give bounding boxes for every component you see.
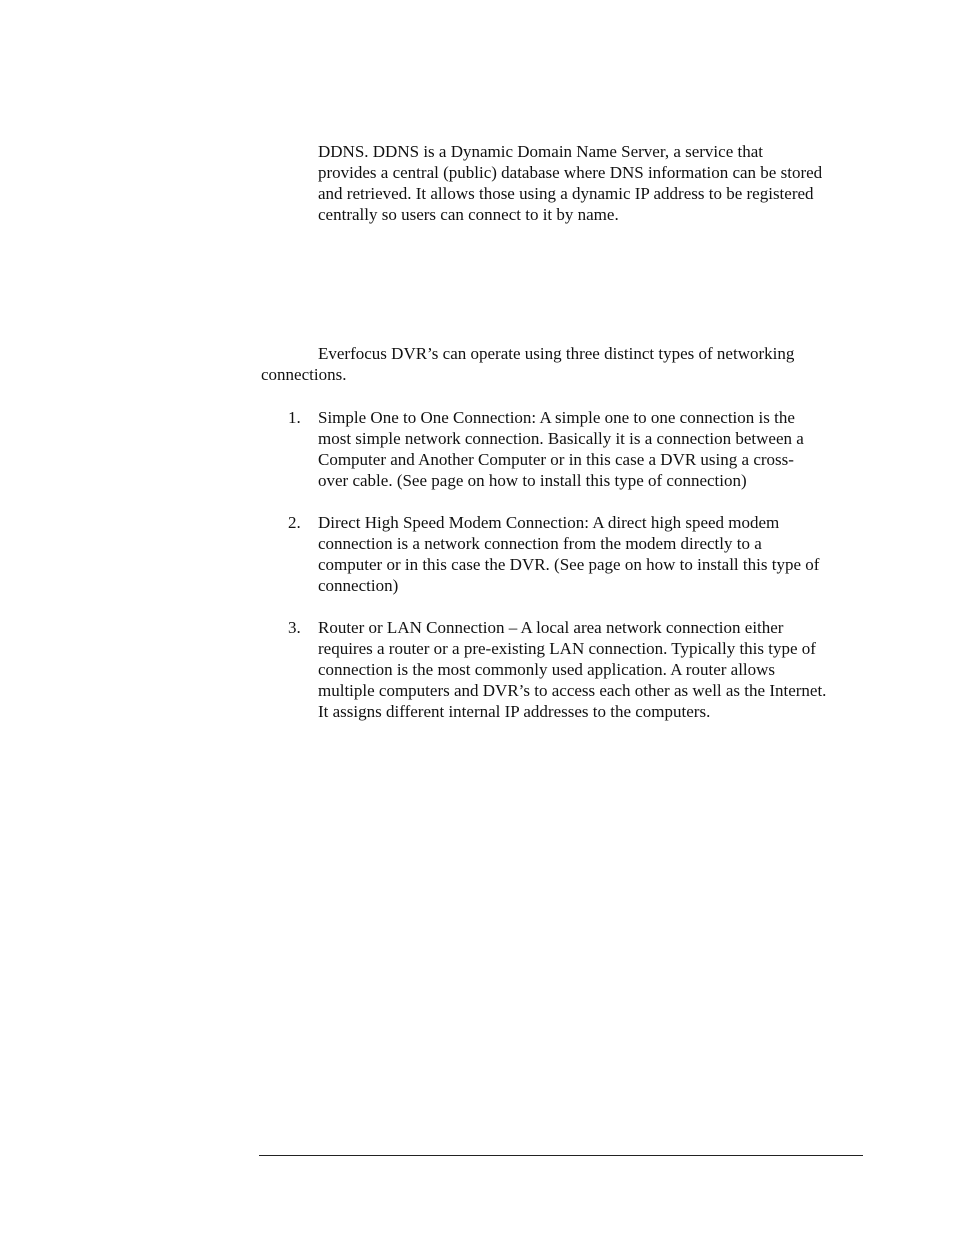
list-item-line: Router or LAN Connection – A local area network connection either	[318, 618, 784, 637]
ddns-line: and retrieved. It allows those using a dynamic IP address to be registered	[318, 184, 814, 203]
list-number: 1.	[288, 408, 301, 427]
intro-line: connections.	[261, 365, 347, 384]
intro-paragraph	[261, 343, 861, 385]
list-item-line: It assigns different internal IP addresses to the computers.	[318, 702, 711, 721]
list-item-line: computer or in this case the DVR. (See page on how to install this type of	[318, 555, 820, 574]
list-item-line: Simple One to One Connection: A simple one to one connection is the	[318, 408, 795, 427]
ddns-line: DDNS. DDNS is a Dynamic Domain Name Server, a service that	[318, 142, 763, 161]
list-number: 3.	[288, 618, 301, 637]
list-item-line: connection)	[318, 576, 399, 595]
intro-line: Everfocus DVR’s can operate using three distinct types of networking	[318, 344, 795, 363]
list-item-line: Direct High Speed Modem Connection: A direct high speed modem	[318, 513, 780, 532]
ddns-paragraph	[318, 141, 866, 225]
list-item-body	[318, 617, 866, 722]
ddns-line: centrally so users can connect to it by name.	[318, 205, 619, 224]
ddns-line: provides a central (public) database where DNS information can be stored	[318, 163, 823, 182]
list-item-line: requires a router or a pre-existing LAN connection. Typically this type of	[318, 639, 816, 658]
list-item-line: over cable. (See page on how to install this type of connection)	[318, 471, 747, 490]
list-item-line: most simple network connection. Basically it is a connection between a	[318, 429, 804, 448]
list-item-body	[318, 512, 866, 596]
list-item-line: Computer and Another Computer or in this case a DVR using a cross-	[318, 450, 794, 469]
list-number: 2.	[288, 513, 301, 532]
list-item-line: multiple computers and DVR’s to access each other as well as the Internet.	[318, 681, 827, 700]
list-item-line: connection is the most commonly used application. A router allows	[318, 660, 776, 679]
list-item-body	[318, 407, 866, 491]
footer-divider	[259, 1155, 863, 1156]
list-item-line: connection is a network connection from the modem directly to a	[318, 534, 762, 553]
